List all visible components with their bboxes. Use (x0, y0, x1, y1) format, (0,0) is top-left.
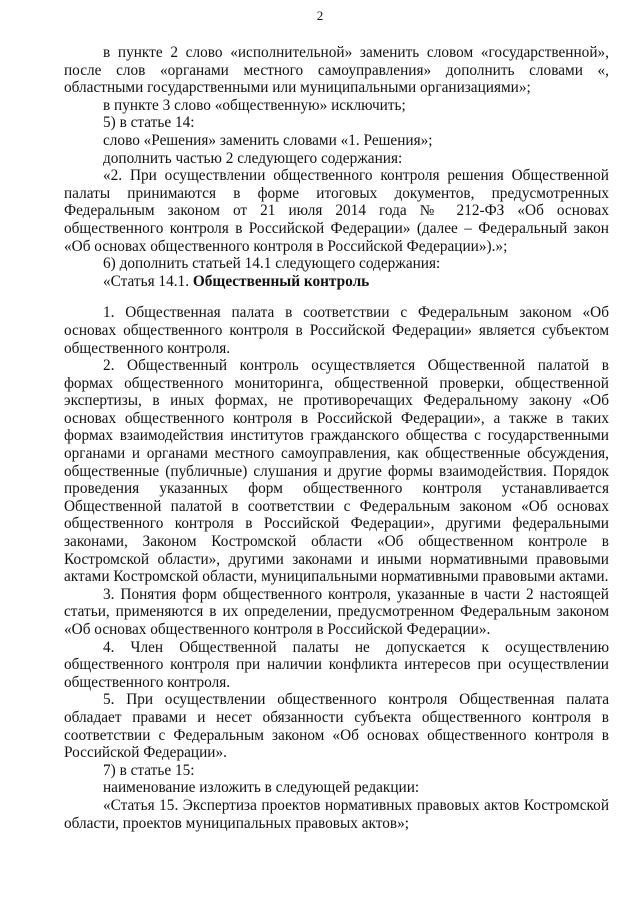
paragraph: 6) дополнить статьей 14.1 следующего содержания: (103, 255, 441, 273)
paragraph: «2. При осуществлении общественного контроля решения Общественной палаты принимаются в форме итоговых документов, предусмотренных Федеральным законом от 21 июля 2014 года № 212-ФЗ «Об основах общественного контроля в Российской Федерации» (далее – Федеральный закон «Об основах общественного контроля в Российской Федерации»).»; (64, 167, 609, 255)
article-heading (64, 273, 609, 291)
paragraph: 5. При осуществлении общественного контроля Общественная палата обладает правами и несет обязанности субъекта общественного контроля в соответствии с Федеральным законом «Об основах общественного контроля в Российской Федерации». (64, 691, 609, 762)
paragraph: дополнить частью 2 следующего содержания: (103, 149, 403, 167)
page-number: 2 (316, 8, 324, 23)
paragraph: 2. Общественный контроль осуществляется Общественной палатой в формах общественного мониторинга, общественной проверки, общественной экспертизы, в иных формах, не противоречащих Федеральному закону «Об основах общественного контроля в Российской Федерации», а также в таких формах взаимодействия институтов гражданского общества с государственными органами и органами местного самоуправления, как общественные обсуждения, общественные (публичные) слушания и другие формы взаимодействия. Порядок проведения указанных форм общественного контроля устанавливается Общественной палатой в соответствии с Федеральным законом «Об основах общественного контроля в Российской Федерации», другими федеральными законами, Законом Костромской области «Об общественном контроле в Костромской области», другими законами и иными нормативными правовыми актами Костромской области, муниципальными нормативными правовыми актами. (64, 357, 609, 586)
article-heading-title: Общественный контроль (192, 272, 370, 290)
document-body (64, 44, 609, 832)
spacer (64, 290, 609, 304)
paragraph: в пункте 2 слово «исполнительной» заменить словом «государственной», после слов «органами местного самоуправления» дополнить словами «, областными государственными или муниципальными организациями»; (64, 44, 609, 97)
paragraph: 4. Член Общественной палаты не допускается к осуществлению общественного контроля при наличии конфликта интересов при осуществлении общественного контроля. (64, 638, 609, 691)
paragraph: 5) в статье 14: (103, 114, 195, 132)
paragraph: 1. Общественная палата в соответствии с Федеральным законом «Об основах общественного контроля в Российской Федерации» является субъектом общественного контроля. (64, 304, 609, 357)
paragraph: 3. Понятия форм общественного контроля, указанные в части 2 настоящей статьи, применяются в их определении, предусмотренном Федеральным законом «Об основах общественного контроля в Российской Федерации». (64, 585, 609, 638)
paragraph: «Статья 15. Экспертиза проектов нормативных правовых актов Костромской области, проектов муниципальных правовых актов»; (64, 796, 609, 832)
paragraph: наименование изложить в следующей редакции: (103, 779, 420, 797)
paragraph: в пункте 3 слово «общественную» исключить; (103, 96, 406, 114)
article-heading-prefix: «Статья 14.1. (103, 272, 193, 290)
paragraph: 7) в статье 15: (103, 761, 195, 779)
paragraph: слово «Решения» заменить словами «1. Решения»; (103, 131, 433, 149)
